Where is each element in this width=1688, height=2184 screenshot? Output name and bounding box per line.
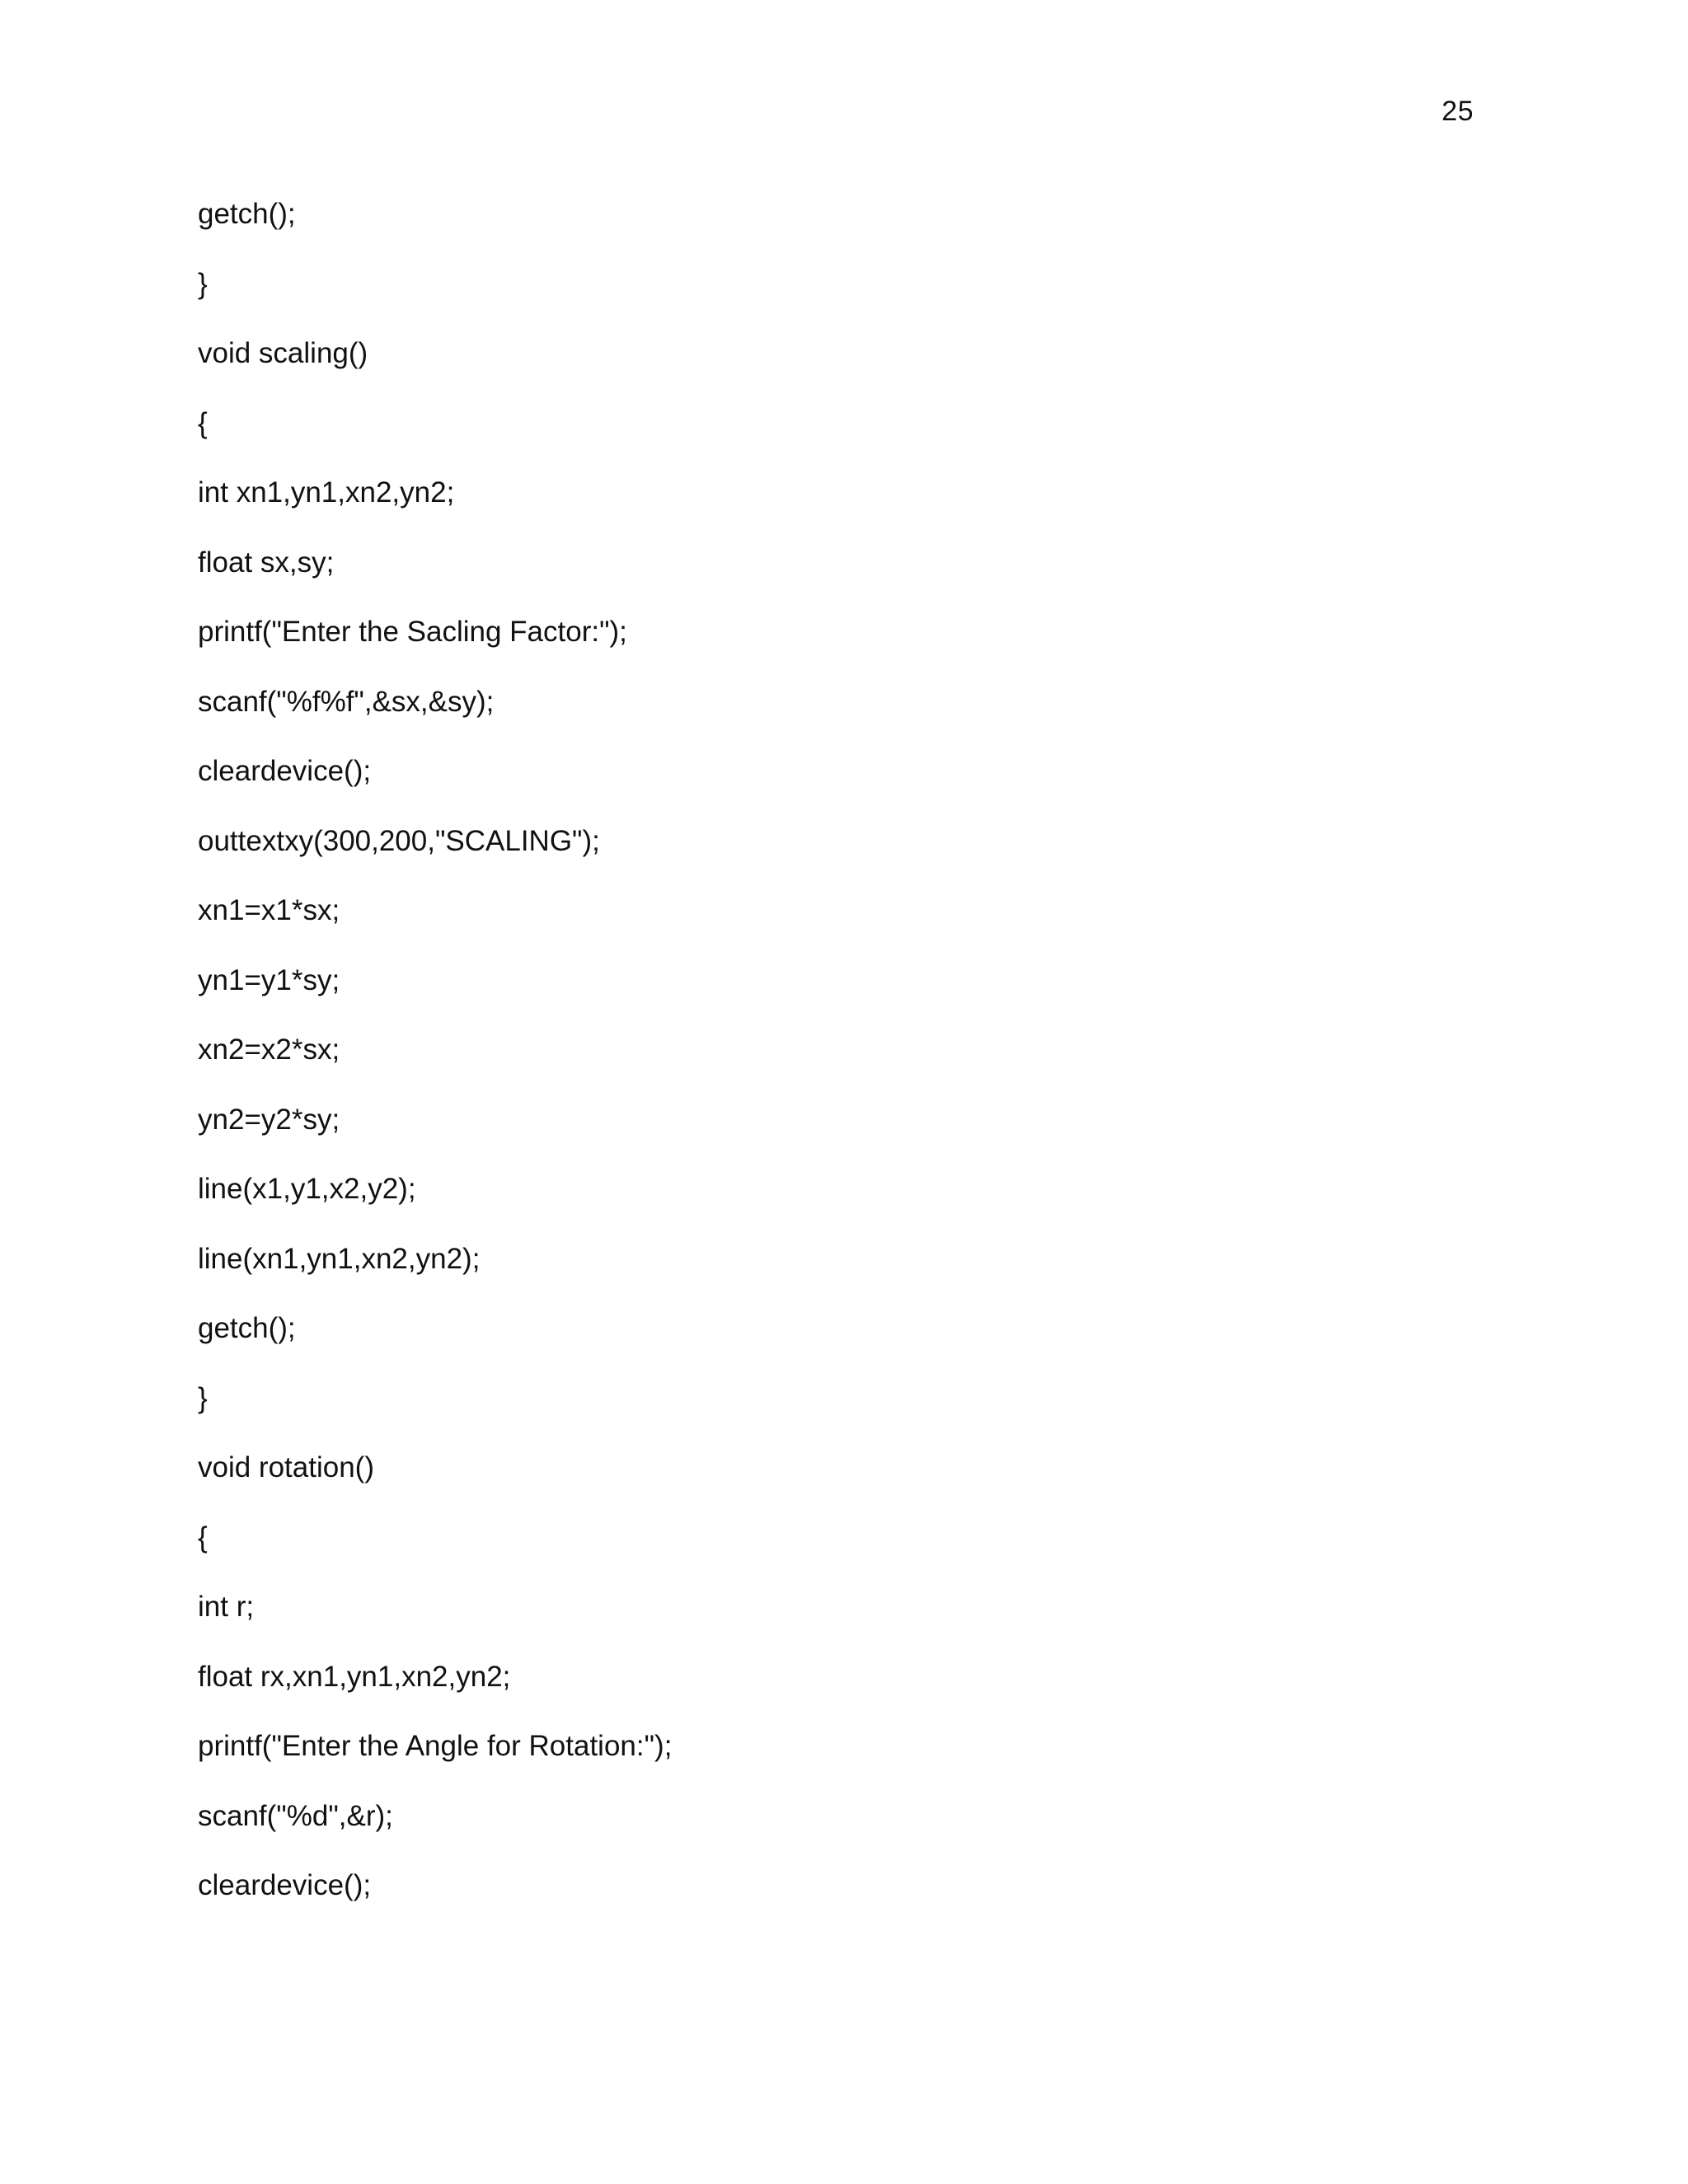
code-line: line(xn1,yn1,xn2,yn2); bbox=[198, 1242, 481, 1275]
code-line: getch(); bbox=[198, 1312, 296, 1344]
code-line: } bbox=[198, 267, 208, 300]
code-line: { bbox=[198, 406, 208, 439]
code-line: cleardevice(); bbox=[198, 1869, 372, 1901]
code-line: line(x1,y1,x2,y2); bbox=[198, 1173, 416, 1205]
code-line: } bbox=[198, 1381, 208, 1414]
code-line: xn1=x1*sx; bbox=[198, 894, 340, 926]
code-line: void scaling() bbox=[198, 337, 368, 369]
code-line: float rx,xn1,yn1,xn2,yn2; bbox=[198, 1660, 511, 1693]
code-line: int xn1,yn1,xn2,yn2; bbox=[198, 476, 455, 509]
code-line: outtextxy(300,200,"SCALING"); bbox=[198, 824, 600, 857]
code-line: scanf("%d",&r); bbox=[198, 1799, 393, 1832]
code-line: float sx,sy; bbox=[198, 546, 335, 579]
code-listing bbox=[198, 198, 1434, 1939]
code-line: yn2=y2*sy; bbox=[198, 1103, 340, 1136]
code-line: yn1=y1*sy; bbox=[198, 963, 340, 996]
code-line: cleardevice(); bbox=[198, 755, 372, 787]
code-line: xn2=x2*sx; bbox=[198, 1033, 340, 1066]
code-line: getch(); bbox=[198, 198, 296, 230]
code-line: { bbox=[198, 1521, 208, 1554]
code-line: printf("Enter the Sacling Factor:"); bbox=[198, 616, 627, 648]
code-line: printf("Enter the Angle for Rotation:"); bbox=[198, 1730, 673, 1762]
page-number: 25 bbox=[1442, 96, 1474, 127]
code-line: scanf("%f%f",&sx,&sy); bbox=[198, 685, 495, 718]
code-line: int r; bbox=[198, 1591, 255, 1623]
code-line: void rotation() bbox=[198, 1451, 374, 1483]
